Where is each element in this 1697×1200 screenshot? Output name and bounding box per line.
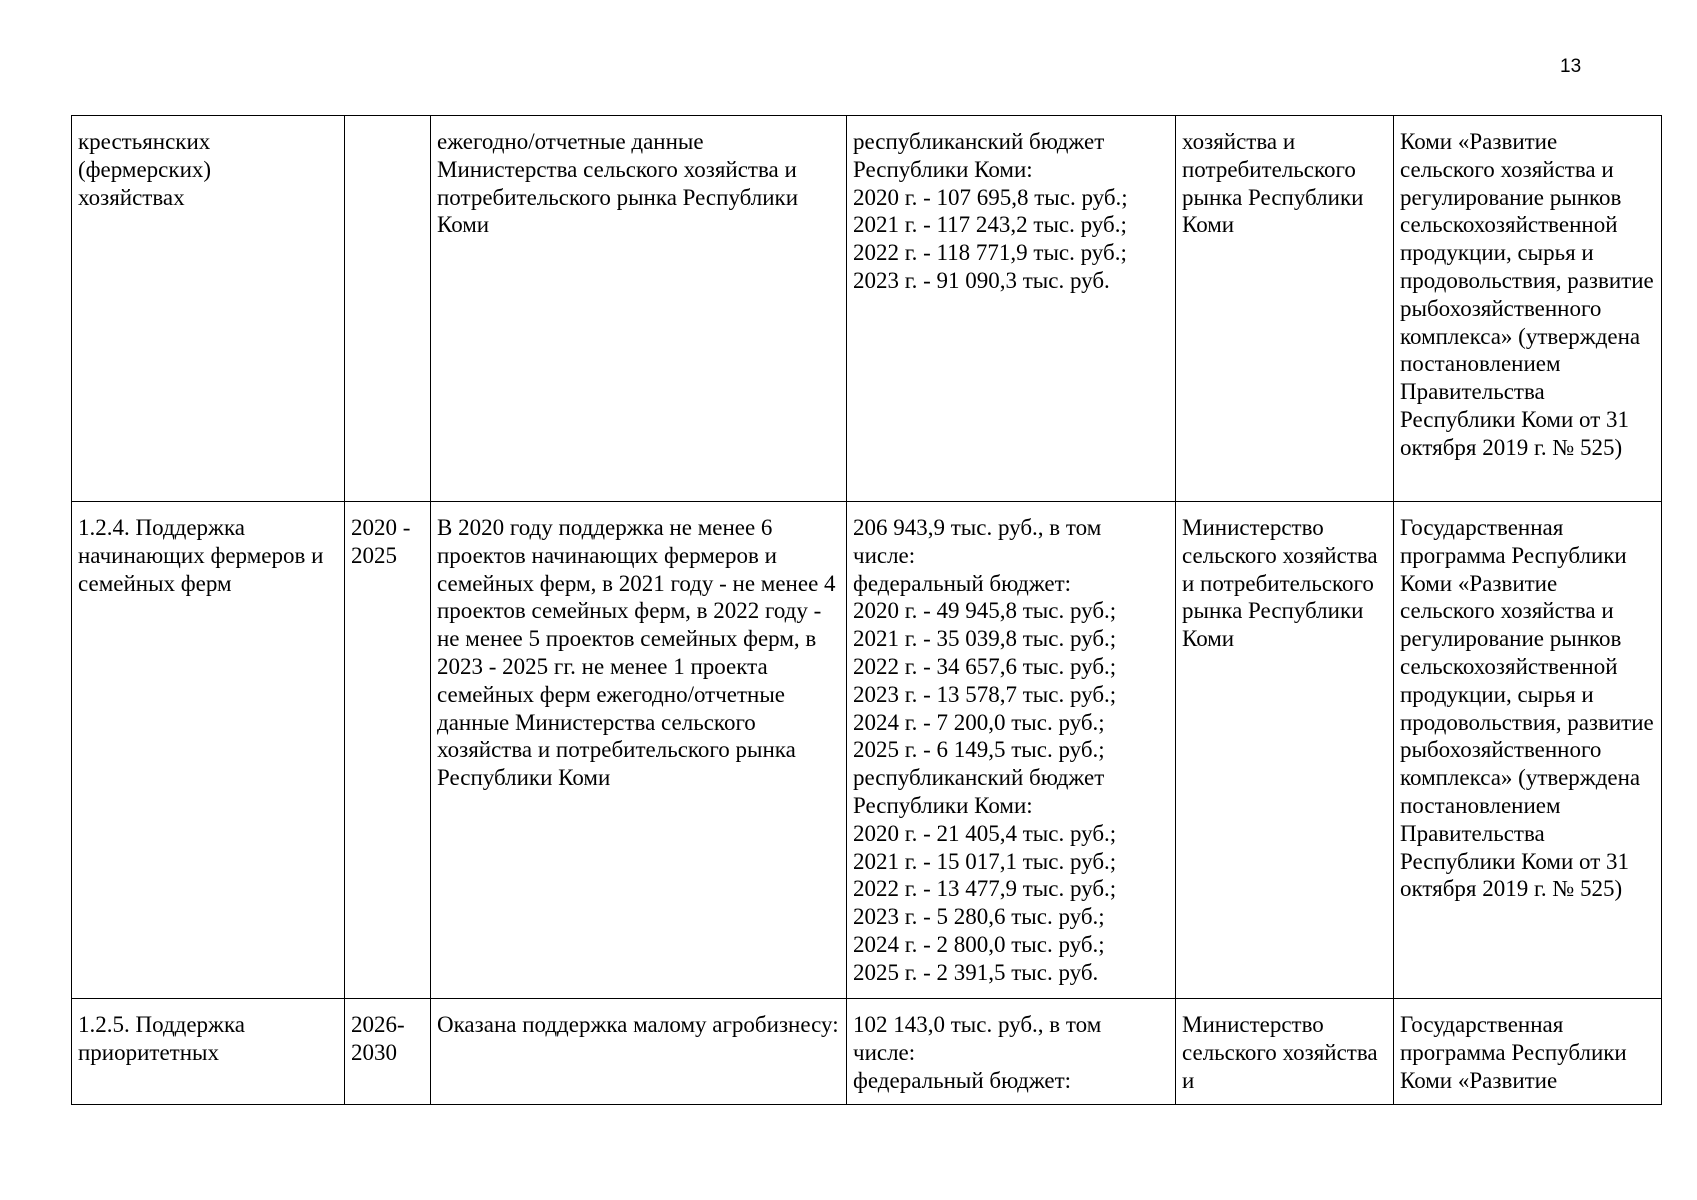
period-cell [345,116,431,502]
period-cell: 2020 - 2025 [345,502,431,999]
measure-cell: 1.2.4. Поддержка начинающих фермеров и семейных ферм [72,502,345,999]
page-number: 13 [1560,56,1582,77]
measure-cell: крестьянских (фермерских) хозяйствах [72,116,345,502]
responsible-cell: хозяйства и потребительского рынка Республики Коми [1176,116,1394,502]
result-cell: ежегодно/отчетные данные Министерства сельского хозяйства и потребительского рынка Республики Коми [431,116,847,502]
program-cell: Коми «Развитие сельского хозяйства и регулирование рынков сельскохозяйственной продукции, сырья и продовольствия, развитие рыбохозяйственного комплекса» (утверждена постановлением Правительства Республики Коми от 31 октября 2019 г. № 525) [1394,116,1662,502]
table-row [72,502,1662,999]
table-row [72,116,1662,502]
result-cell: В 2020 году поддержка не менее 6 проектов начинающих фермеров и семейных ферм, в 2021 году - не менее 4 проектов семейных ферм, в 2022 году - не менее 5 проектов семейных ферм, в 2023 - 2025 гг. не менее 1 проекта семейных ферм ежегодно/отчетные данные Министерства сельского хозяйства и потребительского рынка Республики Коми [431,502,847,999]
measures-table [71,115,1662,1105]
responsible-cell: Министерство сельского хозяйства и потребительского рынка Республики Коми [1176,502,1394,999]
funding-cell: 102 143,0 тыс. руб., в том числе: федеральный бюджет: [847,999,1176,1105]
program-cell: Государственная программа Республики Коми «Развитие сельского хозяйства и регулирование рынков сельскохозяйственной продукции, сырья и продовольствия, развитие рыбохозяйственного комплекса» (утверждена постановлением Правительства Республики Коми от 31 октября 2019 г. № 525) [1394,502,1662,999]
responsible-cell: Министерство сельского хозяйства и [1176,999,1394,1105]
measure-cell: 1.2.5. Поддержка приоритетных [72,999,345,1105]
program-cell: Государственная программа Республики Коми «Развитие [1394,999,1662,1105]
funding-cell: республиканский бюджет Республики Коми: 2020 г. - 107 695,8 тыс. руб.; 2021 г. - 117 243,2 тыс. руб.; 2022 г. - 118 771,9 тыс. руб.; 2023 г. - 91 090,3 тыс. руб. [847,116,1176,502]
period-cell: 2026- 2030 [345,999,431,1105]
table-row [72,999,1662,1105]
result-cell: Оказана поддержка малому агробизнесу: [431,999,847,1105]
funding-cell: 206 943,9 тыс. руб., в том числе: федеральный бюджет: 2020 г. - 49 945,8 тыс. руб.; 2021 г. - 35 039,8 тыс. руб.; 2022 г. - 34 657,6 тыс. руб.; 2023 г. - 13 578,7 тыс. руб.; 2024 г. - 7 200,0 тыс. руб.; 2025 г. - 6 149,5 тыс. руб.; республиканский бюджет Республики Коми: 2020 г. - 21 405,4 тыс. руб.; 2021 г. - 15 017,1 тыс. руб.; 2022 г. - 13 477,9 тыс. руб.; 2023 г. - 5 280,6 тыс. руб.; 2024 г. - 2 800,0 тыс. руб.; 2025 г. - 2 391,5 тыс. руб. [847,502,1176,999]
